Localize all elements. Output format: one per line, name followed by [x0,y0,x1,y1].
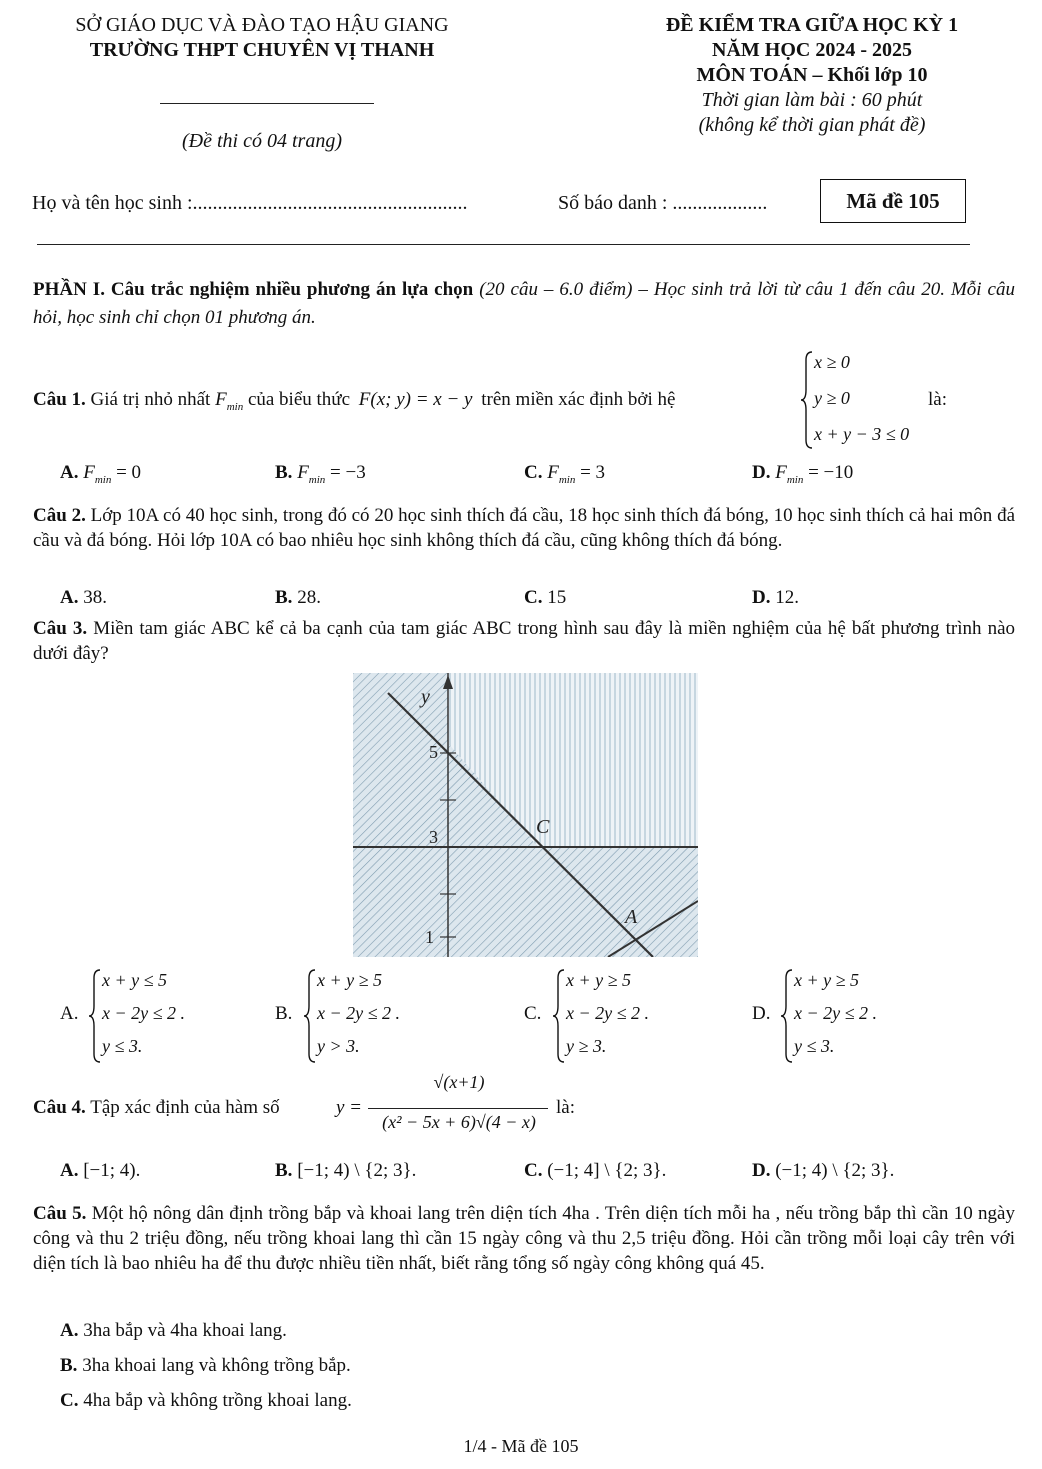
q3-option-d-line-1: x + y ≥ 5 [794,970,860,990]
q5-option-c-label: C. [60,1390,79,1411]
q4-option-b[interactable] [275,1160,416,1182]
q3-option-a-line-1: x + y ≤ 5 [102,970,168,990]
department-name: SỞ GIÁO DỤC VÀ ĐÀO TẠO HẬU GIANG [75,14,449,36]
q4-option-a-text: [−1; 4). [83,1160,141,1181]
q3-tick-5: 5 [429,742,438,762]
q1-label: Câu 1. [33,389,86,410]
q1-option-a-text: = 0 [111,462,142,483]
q4-fraction-bar [368,1108,548,1109]
q1-tail: là: [928,389,947,410]
q1-option-d-f: F [775,462,787,483]
header-divider-left [160,103,374,104]
q1-option-c-text: = 3 [575,462,606,483]
q1-stem [33,389,675,413]
brace-icon [552,968,566,1064]
q3-option-a-line-3: y ≤ 3. [102,1036,143,1056]
q1-text-a: Giá trị nhỏ nhất [90,389,211,410]
q2-label: Câu 2. [33,505,86,526]
q2-option-a-label: A. [60,587,79,608]
school-year: NĂM HỌC 2024 - 2025 [712,39,912,61]
q1-option-d-label: D. [752,462,771,483]
q1-option-c-label: C. [524,462,543,483]
q2-option-d-label: D. [752,587,771,608]
q4-option-c-text: (−1; 4] \ {2; 3}. [547,1160,667,1181]
brace-icon [88,968,102,1064]
brace-icon [800,350,814,450]
q4-stem [33,1097,280,1119]
q5-option-b-text: 3ha khoai lang và không trồng bắp. [82,1355,351,1376]
q4-y-eq: y = [336,1097,363,1118]
q5-stem [33,1201,1015,1276]
section-title-bold: PHẦN I. Câu trắc nghiệm nhiều phương án lựa chọn [33,279,474,300]
q1-expression: F(x; y) = x − y [358,389,473,410]
q2-option-b-label: B. [275,587,293,608]
q3-option-c-line-2: x − 2y ≤ 2 . [566,1003,650,1023]
q1-option-c-f: F [547,462,559,483]
q1-option-a-f: F [83,462,95,483]
q5-option-c[interactable] [60,1390,352,1412]
duration: Thời gian làm bài : 60 phút [701,89,923,111]
q3-stem [33,616,1015,666]
q5-text: Một hộ nông dân định trồng bắp và khoai lang trên diện tích 4ha . Trên diện tích mỗi ha , nếu trồng bắp thì cần 10 ngày công và thu 2 triệu đồng, nếu trồng khoai lang thì cần 15 ngày công và thu 2,5 triệu đồng. Hỏi cần trồng mỗi loại cây trên với diện tích là bao nhiêu ha để thu được nhiều tiền nhất, biết rằng tổng số ngày công không quá 45. [33,1203,1015,1274]
section-title-note: (20 câu – 6.0 điểm) – Học sinh trả lời từ câu 1 đến câu 20. Mỗi câu hỏi, học sinh chỉ chọn 01 phương án. [33,279,1015,328]
q3-text: Miền tam giác ABC kể cả ba cạnh của tam giác ABC trong hình sau đây là miền nghiệm của hệ bất phương trình nào dưới đây? [33,618,1016,664]
q1-option-b[interactable] [275,462,366,486]
q2-option-a-text: 38. [83,587,107,608]
q2-option-c-text: 15 [547,587,567,608]
q1-sys-line-3: x + y − 3 ≤ 0 [814,424,910,444]
q3-option-c-line-3: y ≥ 3. [566,1036,607,1056]
page-count-note: (Đề thi có 04 trang) [182,130,342,152]
q3-option-d-line-3: y ≤ 3. [794,1036,835,1056]
q2-stem [33,503,1015,553]
q1-f-min: min [226,400,244,413]
q5-option-a-label: A. [60,1320,79,1341]
brace-icon [780,968,794,1064]
q1-option-c-min: min [558,473,576,486]
q3-option-b-label[interactable]: B. [275,1003,293,1024]
q1-text-b: của biểu thức [247,389,351,410]
q5-label: Câu 5. [33,1203,87,1224]
q3-point-a: A [625,906,638,928]
q2-option-d-text: 12. [775,587,799,608]
q5-option-a[interactable] [60,1320,287,1342]
q2-option-d[interactable] [752,587,799,609]
exam-title: ĐỀ KIỂM TRA GIỮA HỌC KỲ 1 [665,14,959,36]
q3-option-a-label[interactable]: A. [60,1003,79,1024]
q4-option-d[interactable] [752,1160,894,1182]
q4-text: Tập xác định của hàm số [90,1097,280,1118]
q1-text-c: trên miền xác định bởi hệ [481,389,676,410]
q1-option-a[interactable] [60,462,141,486]
q4-option-b-text: [−1; 4) \ {2; 3}. [297,1160,417,1181]
q3-tick-1: 1 [425,927,434,947]
q2-text: Lớp 10A có 40 học sinh, trong đó có 20 học sinh thích đá cầu, 18 học sinh thích đá bóng, 10 học sinh thích cả hai môn đá cầu và đá bóng. Hỏi lớp 10A có bao nhiêu học sinh không thích đá cầu, cũng không thích đá bóng. [33,505,1016,551]
q3-option-c-label[interactable]: C. [524,1003,542,1024]
q1-f: F [215,389,227,410]
q3-option-d-label[interactable]: D. [752,1003,771,1024]
school-name: TRƯỜNG THPT CHUYÊN VỊ THANH [89,39,435,61]
q2-option-b-text: 28. [297,587,321,608]
page-footer: 1/4 - Mã đề 105 [463,1436,579,1456]
q4-option-b-label: B. [275,1160,293,1181]
q3-y-label: y [421,686,430,708]
q3-option-a-line-2: x − 2y ≤ 2 . [102,1003,186,1023]
q4-option-a-label: A. [60,1160,79,1181]
q4-tail: là: [556,1097,575,1118]
q3-label: Câu 3. [33,618,88,639]
q3-option-c-line-1: x + y ≥ 5 [566,970,632,990]
q4-option-c-label: C. [524,1160,543,1181]
section-title [33,276,1015,332]
q5-option-c-text: 4ha bắp và không trồng khoai lang. [83,1390,352,1411]
subject: MÔN TOÁN – Khối lớp 10 [696,64,928,86]
q5-option-a-text: 3ha bắp và 4ha khoai lang. [83,1320,287,1341]
brace-icon [303,968,317,1064]
q3-option-b-line-3: y > 3. [317,1036,360,1056]
student-id-field[interactable]: Số báo danh : ................... [558,192,768,214]
q1-option-a-label: A. [60,462,79,483]
q2-option-b[interactable] [275,587,321,609]
student-name-field[interactable]: Họ và tên học sinh :....................................................... [32,192,468,214]
q2-option-c-label: C. [524,587,543,608]
duration-note: (không kể thời gian phát đề) [698,114,926,136]
q5-option-b[interactable] [60,1355,351,1377]
q1-sys-line-2: y ≥ 0 [814,388,850,408]
q4-label: Câu 4. [33,1097,86,1118]
q4-option-a[interactable] [60,1160,140,1182]
exam-code-box: Mã đề 105 [820,179,966,223]
q1-option-b-min: min [308,473,326,486]
q3-point-c: C [536,816,550,838]
q1-option-d-text: = −10 [803,462,854,483]
q2-option-a[interactable] [60,587,107,609]
q3-option-b-line-2: x − 2y ≤ 2 . [317,1003,401,1023]
q1-option-d[interactable] [752,462,853,486]
q3-region-below [353,847,698,957]
header-divider [37,244,970,245]
q1-option-b-label: B. [275,462,293,483]
q4-numerator: √(x+1) [433,1072,485,1092]
q5-option-b-label: B. [60,1355,78,1376]
q3-figure [353,673,698,957]
q4-option-d-text: (−1; 4) \ {2; 3}. [775,1160,895,1181]
q4-option-d-label: D. [752,1160,771,1181]
q4-option-c[interactable] [524,1160,666,1182]
q4-denominator: (x² − 5x + 6)√(4 − x) [382,1112,536,1132]
q1-sys-line-1: x ≥ 0 [814,352,850,372]
q3-option-b-line-1: x + y ≥ 5 [317,970,383,990]
q1-option-c[interactable] [524,462,605,486]
q1-option-a-min: min [94,473,112,486]
q3-tick-3: 3 [429,827,438,847]
q1-option-b-text: = −3 [325,462,366,483]
q2-option-c[interactable] [524,587,566,609]
q1-option-b-f: F [297,462,309,483]
q3-option-d-line-2: x − 2y ≤ 2 . [794,1003,878,1023]
q1-option-d-min: min [786,473,804,486]
